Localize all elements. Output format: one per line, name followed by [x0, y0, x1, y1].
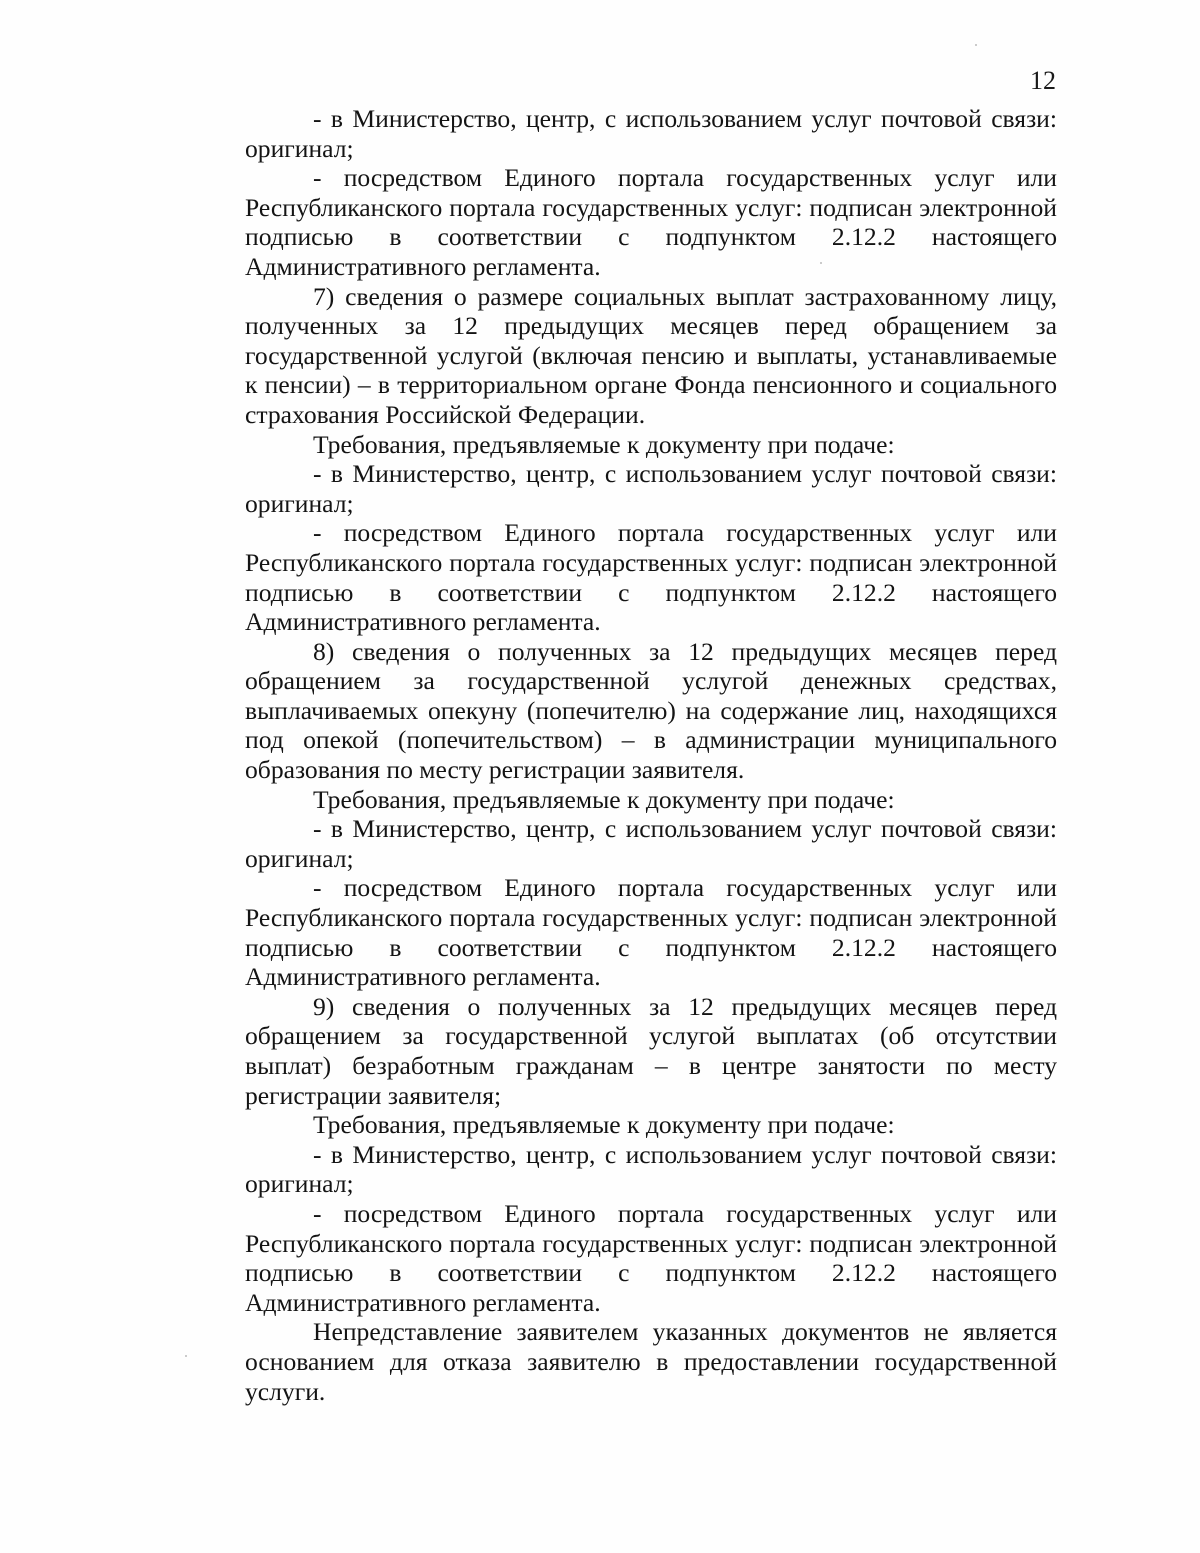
paragraph-requirements-heading: Требования, предъявляемые к документу при подаче:: [313, 1110, 895, 1140]
paragraph-14: - посредством Единого портала государственных услуг или Республиканского портала государственных услуг: подписан электронной подписью в соответствии с подпунктом 2.12.2 настоящего Административного регламента.: [245, 1198, 1057, 1317]
paragraph-item-7: 7) сведения о размере социальных выплат застрахованному лицу, полученных за 12 предыдущих месяцев перед обращением за государственной услугой (включая пенсию и выплаты, устанавливаемые к пенсии) – в территориальном органе Фонда пенсионного и социального страхования Российской Федерации.: [245, 281, 1057, 429]
scan-speck: [185, 1355, 187, 1357]
paragraph-item-9: 9) сведения о полученных за 12 предыдущих месяцев перед обращением за государственной услугой выплатах (об отсутствии выплат) безработным гражданам – в центре занятости по месту регистрации заявителя;: [245, 991, 1057, 1110]
paragraph-13: - в Министерство, центр, с использованием услуг почтовой связи: оригинал;: [245, 1139, 1057, 1199]
paragraph-item-8: 8) сведения о полученных за 12 предыдущих месяцев перед обращением за государственной услугой денежных средствах, выплачиваемых опекуну (попечителю) на содержание лиц, находящихся под опекой (попечительством) – в администрации муниципального образования по месту регистрации заявителя.: [245, 636, 1057, 785]
paragraph-requirements-heading: Требования, предъявляемые к документу при подаче:: [313, 429, 895, 459]
paragraph-conclusion: Непредставление заявителем указанных документов не является основанием для отказа заявителю в предоставлении государственной услуги.: [245, 1317, 1057, 1406]
paragraph-10: - посредством Единого портала государственных услуг или Республиканского портала государственных услуг: подписан электронной подписью в соответствии с подпунктом 2.12.2 настоящего Административного регламента.: [245, 873, 1057, 992]
page-number: 12: [1030, 66, 1056, 95]
document-body: [245, 104, 1057, 1406]
paragraph-requirements-heading: Требования, предъявляемые к документу при подаче:: [313, 784, 895, 814]
scan-speck: [820, 262, 822, 264]
paragraph-9: - в Министерство, центр, с использованием услуг почтовой связи: оригинал;: [245, 814, 1057, 873]
paragraph-6: - посредством Единого портала государственных услуг или Республиканского портала государственных услуг: подписан электронной подписью в соответствии с подпунктом 2.12.2 настоящего Административного регламента.: [245, 518, 1057, 637]
paragraph-2: - посредством Единого портала государственных услуг или Республиканского портала государственных услуг: подписан электронной подписью в соответствии с подпунктом 2.12.2 настоящего Административного регламента.: [245, 163, 1057, 281]
paragraph-1: - в Министерство, центр, с использованием услуг почтовой связи: оригинал;: [245, 104, 1057, 163]
scan-speck: [975, 44, 977, 46]
paragraph-5: - в Министерство, центр, с использованием услуг почтовой связи: оригинал;: [245, 459, 1057, 518]
